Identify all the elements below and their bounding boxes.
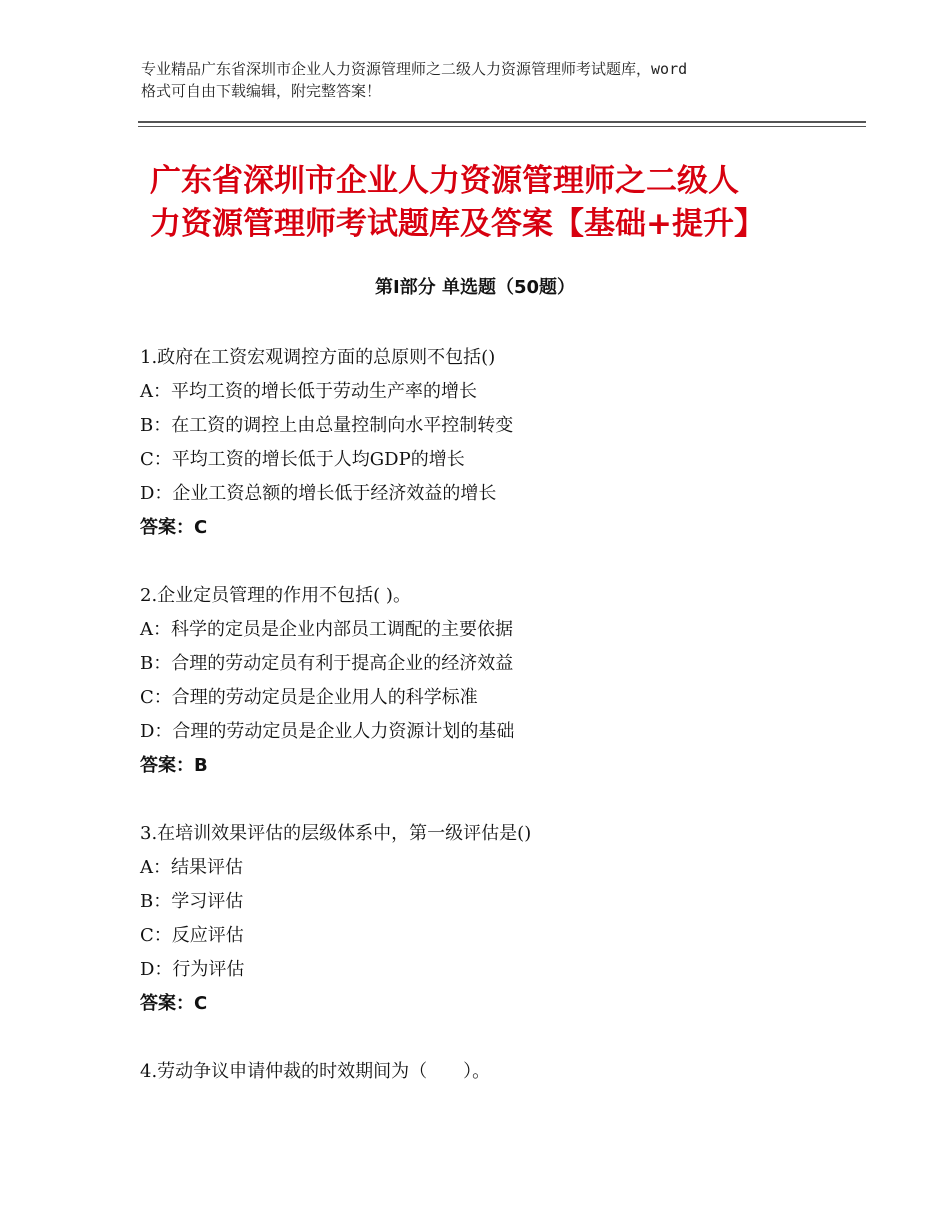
- option-b: B：合理的劳动定员有利于提高企业的经济效益: [140, 653, 514, 674]
- option-b: B：学习评估: [140, 891, 244, 912]
- question-2: [140, 579, 840, 783]
- header-divider-thick: [138, 121, 866, 123]
- option-a: A：结果评估: [140, 857, 243, 878]
- answer: 答案：B: [140, 755, 208, 776]
- answer: 答案：C: [140, 993, 208, 1014]
- answer: 答案：C: [140, 517, 208, 538]
- option-b: B：在工资的调控上由总量控制向水平控制转变: [140, 415, 514, 436]
- question-list: [140, 341, 840, 1123]
- header-divider-thin: [138, 126, 866, 127]
- option-c: C：平均工资的增长低于人均GDP的增长: [140, 449, 465, 470]
- option-a: A：科学的定员是企业内部员工调配的主要依据: [140, 619, 513, 640]
- question-4: [140, 1055, 840, 1089]
- section-title: 第Ⅰ部分 单选题（50题）: [374, 277, 575, 298]
- option-d: D：合理的劳动定员是企业人力资源计划的基础: [140, 721, 515, 742]
- question-stem: 2.企业定员管理的作用不包括( )。: [140, 585, 411, 606]
- option-d: D：企业工资总额的增长低于经济效益的增长: [140, 483, 497, 504]
- document-title-line-1: 广东省深圳市企业人力资源管理师之二级人: [150, 163, 739, 199]
- question-3: [140, 817, 840, 1021]
- option-a: A：平均工资的增长低于劳动生产率的增长: [140, 381, 477, 402]
- question-stem: 3.在培训效果评估的层级体系中，第一级评估是(): [140, 823, 532, 844]
- document-title: [150, 160, 810, 246]
- option-d: D：行为评估: [140, 959, 245, 980]
- question-stem: 4.劳动争议申请仲裁的时效期间为（ ）。: [140, 1061, 491, 1082]
- option-c: C：反应评估: [140, 925, 244, 946]
- header-note-line-2: 格式可自由下载编辑，附完整答案！: [141, 82, 382, 100]
- question-stem: 1.政府在工资宏观调控方面的总原则不包括(): [140, 347, 496, 368]
- header-note: [141, 58, 831, 102]
- header-note-line-1: 专业精品广东省深圳市企业人力资源管理师之二级人力资源管理师考试题库，word: [141, 60, 688, 78]
- document-title-line-2: 力资源管理师考试题库及答案【基础+提升】: [150, 206, 765, 242]
- option-c: C：合理的劳动定员是企业用人的科学标准: [140, 687, 478, 708]
- question-1: [140, 341, 840, 545]
